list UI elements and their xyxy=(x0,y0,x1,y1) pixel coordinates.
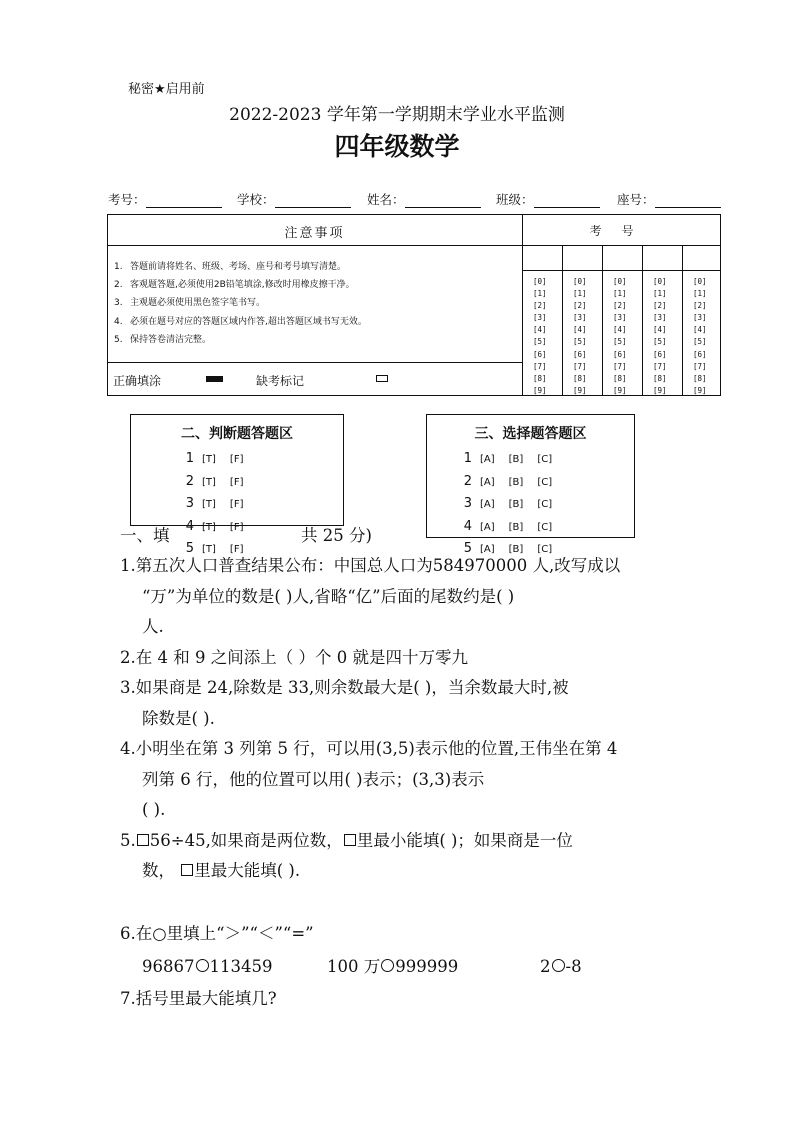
judge-row: 4 [T] [F] xyxy=(180,516,257,539)
question-3-line1: 3.如果商是 24,除数是 33,则余数最大是( )，当余数最大时,被 xyxy=(120,678,569,697)
judge-answer-rows xyxy=(180,448,257,561)
choice-answer-rows xyxy=(458,448,566,561)
section1-heading-start: 一、填 xyxy=(120,526,170,545)
exam-title: 2022-2023 学年第一学期期末学业水平监测 xyxy=(229,105,565,125)
choice-row: 4 [A] [B] [C] xyxy=(458,516,566,539)
rule-item: 5. 保持答卷清洁完整。 xyxy=(114,334,212,345)
question-7: 7.括号里最大能填几? xyxy=(120,989,277,1008)
option-a[interactable]: [A] xyxy=(480,521,495,533)
absent-mark-checkbox[interactable] xyxy=(376,375,388,382)
question-2: 2.在 4 和 9 之间添上（ ）个 0 就是四十万零九 xyxy=(120,647,468,667)
notice-rules xyxy=(114,258,367,349)
option-f[interactable]: [F] xyxy=(229,476,244,488)
option-b[interactable]: [B] xyxy=(508,544,524,555)
judge-row: 2 [T] [F] xyxy=(180,471,257,494)
option-f[interactable]: [F] xyxy=(229,544,244,555)
compare-item: 96867 113459 xyxy=(142,957,273,976)
field-seat[interactable]: 座号： xyxy=(617,190,721,208)
question-1-line2: “万”为单位的数是( )人,省略“亿”后面的尾数约是( ) xyxy=(142,586,515,606)
question-1-line1: 1.第五次人口普查结果公布：中国总人口为584970000 人,改写成以 xyxy=(120,556,621,575)
question-list xyxy=(120,551,620,887)
choice-area-title: 三、选择题答题区 xyxy=(474,426,587,442)
option-c[interactable]: [C] xyxy=(537,544,553,555)
notice-title: 注意事项 xyxy=(284,226,345,241)
rule-item: 4. 必须在题号对应的答题区域内作答,超出答题区域书写无效。 xyxy=(114,316,367,327)
compare-item: 2 -8 xyxy=(540,957,582,976)
rule-item: 2. 客观题答题,必须使用2B铅笔填涂,修改时用橡皮擦干净。 xyxy=(114,280,355,291)
option-t[interactable]: [T] xyxy=(202,544,216,555)
option-b[interactable]: [B] xyxy=(508,476,524,488)
correct-fill-label: 正确填涂 xyxy=(113,374,162,388)
judge-row: 1 [T] [F] xyxy=(180,448,257,471)
table-header-line xyxy=(107,245,721,246)
option-c[interactable]: [C] xyxy=(537,454,553,465)
question-6: 6.在○里填上“＞”“＜”“=” xyxy=(120,924,314,943)
judge-row: 5 [T] [F] xyxy=(180,538,257,561)
judge-area-title: 二、判断题答题区 xyxy=(181,426,293,442)
question-3-line2: 除数是( ). xyxy=(142,708,215,728)
table-divider xyxy=(522,214,523,396)
exam-digit-column[interactable]: [0] [1] [2] [3] [4] [5] [6] [7] [8] [9] xyxy=(573,277,587,395)
option-f[interactable]: [F] xyxy=(229,454,244,465)
section1-heading-end: 共 25 分) xyxy=(301,526,372,545)
question-5-line2: 数， 里最大能填( ). xyxy=(142,861,301,880)
option-c[interactable]: [C] xyxy=(537,499,553,510)
option-b[interactable]: [B] xyxy=(508,521,524,533)
question-4-line3: ( ). xyxy=(142,800,166,819)
question-4-line2: 列第 6 行，他的位置可以用( )表示；(3,3)表示 xyxy=(142,769,485,789)
option-f[interactable]: [F] xyxy=(229,499,244,510)
option-b[interactable]: [B] xyxy=(508,454,524,465)
field-name[interactable]: 姓名： xyxy=(367,190,481,208)
option-b[interactable]: [B] xyxy=(508,499,524,510)
exam-digit-column[interactable]: [0] [1] [2] [3] [4] [5] [6] [7] [8] [9] xyxy=(693,277,707,395)
exam-digit-column[interactable]: [0] [1] [2] [3] [4] [5] [6] [7] [8] [9] xyxy=(613,277,627,395)
exam-digit-column[interactable]: [0] [1] [2] [3] [4] [5] [6] [7] [8] [9] xyxy=(653,277,667,395)
option-t[interactable]: [T] xyxy=(202,476,216,488)
blank-square-icon xyxy=(181,864,193,876)
subject-title: 四年级数学 xyxy=(334,132,460,161)
option-a[interactable]: [A] xyxy=(480,476,495,488)
choice-row: 3 [A] [B] [C] xyxy=(458,493,566,516)
option-t[interactable]: [T] xyxy=(202,454,216,465)
question-4-line1: 4.小明坐在第 3 列第 5 行，可以用(3,5)表示他的位置,王伟坐在第 4 xyxy=(120,739,618,758)
rule-item: 3. 主观题必须使用黑色签字笔书写。 xyxy=(114,298,266,309)
exam-number-entry-line xyxy=(522,270,721,271)
compare-item: 100 万 999999 xyxy=(327,957,459,976)
rule-item: 1. 答题前请将姓名、班级、考场、座号和考号填写清楚。 xyxy=(114,262,347,272)
blank-square-icon xyxy=(344,834,356,846)
filled-mark-sample xyxy=(206,376,223,382)
exam-number-title: 考号 xyxy=(589,224,654,238)
option-t[interactable]: [T] xyxy=(202,521,216,533)
notice-footer-line xyxy=(107,362,522,363)
choice-row: 5 [A] [B] [C] xyxy=(458,538,566,561)
question-1-line3: 人. xyxy=(142,617,164,636)
option-a[interactable]: [A] xyxy=(480,544,495,555)
circle-blank-icon[interactable] xyxy=(381,959,394,972)
field-exam-number[interactable]: 考号： xyxy=(108,190,222,208)
option-t[interactable]: [T] xyxy=(202,499,216,510)
option-c[interactable]: [C] xyxy=(537,476,553,488)
field-school[interactable]: 学校： xyxy=(237,190,351,208)
circle-blank-icon[interactable] xyxy=(196,959,209,972)
secret-label: 秘密★启用前 xyxy=(128,82,205,97)
choice-row: 1 [A] [B] [C] xyxy=(458,448,566,471)
option-f[interactable]: [F] xyxy=(229,521,244,533)
choice-row: 2 [A] [B] [C] xyxy=(458,471,566,494)
circle-blank-icon[interactable] xyxy=(552,959,565,972)
absent-mark-label: 缺考标记 xyxy=(256,374,305,388)
option-c[interactable]: [C] xyxy=(537,521,553,533)
option-a[interactable]: [A] xyxy=(480,499,495,510)
option-a[interactable]: [A] xyxy=(480,454,495,465)
judge-row: 3 [T] [F] xyxy=(180,493,257,516)
blank-square-icon xyxy=(137,834,149,846)
exam-digit-column[interactable]: [0] [1] [2] [3] [4] [5] [6] [7] [8] [9] xyxy=(533,277,547,395)
question-5-line1: 5. 56÷45,如果商是两位数， 里最小能填( )；如果商是一位 xyxy=(120,830,573,850)
field-class[interactable]: 班级： xyxy=(496,190,600,208)
